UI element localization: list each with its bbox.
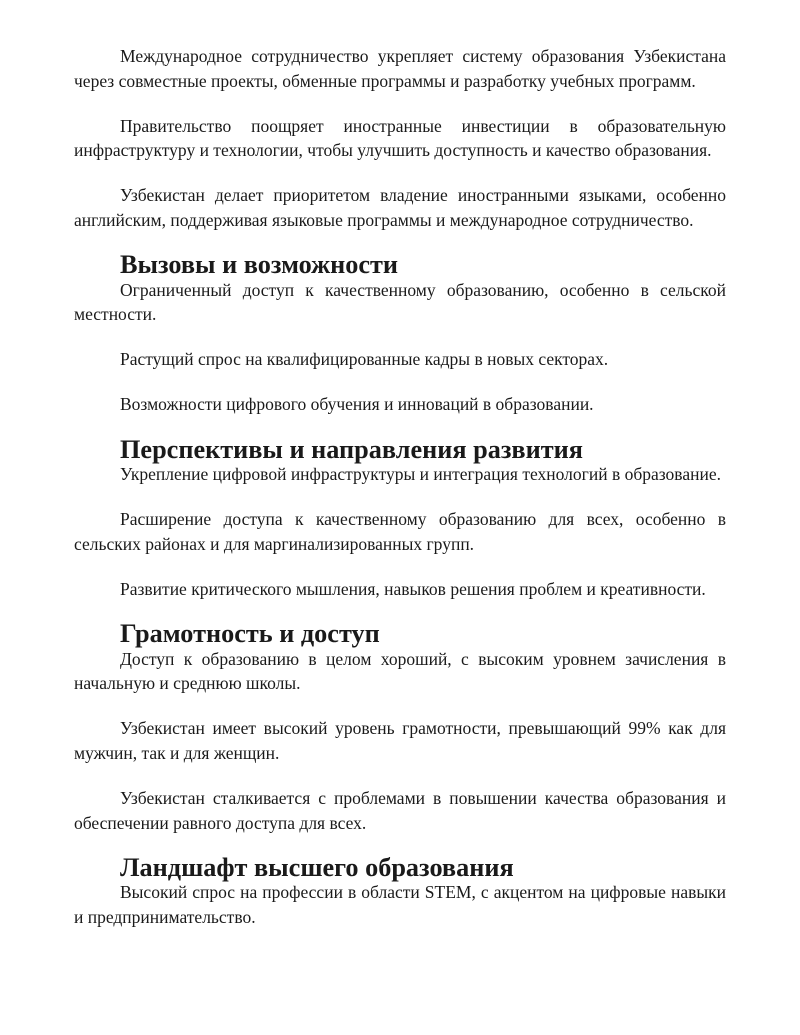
paragraph: Доступ к образованию в целом хороший, с высоким уровнем зачисления в начальную и среднюю школы. [74,648,726,694]
section-heading: Перспективы и направления развития [120,434,583,464]
paragraph: Правительство поощряет иностранные инвестиции в образовательную инфраструктуру и технологии, чтобы улучшить доступность и качество образования. [74,115,726,161]
document-page [74,44,726,929]
paragraph: Узбекистан имеет высокий уровень грамотности, превышающий 99% как для мужчин, так и для женщин. [74,718,726,763]
paragraph: Международное сотрудничество укрепляет систему образования Узбекистана через совместные проекты, обменные программы и разработку учебных программ. [74,46,726,91]
paragraph: Расширение доступа к качественному образованию для всех, особенно в сельских районах и для маргинализированных групп. [74,509,726,554]
paragraph: Возможности цифрового обучения и инноваций в образовании. [120,394,594,415]
paragraph: Развитие критического мышления, навыков решения проблем и креативности. [120,578,706,599]
paragraph: Укрепление цифровой инфраструктуры и интеграция технологий в образование. [120,464,721,485]
section-heading: Грамотность и доступ [120,619,380,648]
section-heading: Ландшафт высшего образования [120,852,514,882]
section-heading: Вызовы и возможности [120,250,399,280]
paragraph: Ограниченный доступ к качественному образованию, особенно в сельской местности. [74,279,726,325]
paragraph: Растущий спрос на квалифицированные кадры в новых секторах. [120,349,609,370]
paragraph: Высокий спрос на профессии в области STEM, с акцентом на цифровые навыки и предпринимательство. [74,882,726,927]
paragraph: Узбекистан сталкивается с проблемами в повышении качества образования и обеспечении равного доступа для всех. [74,787,726,833]
paragraph: Узбекистан делает приоритетом владение иностранными языками, особенно английским, поддерживая языковые программы и международное сотрудничество. [74,185,726,230]
